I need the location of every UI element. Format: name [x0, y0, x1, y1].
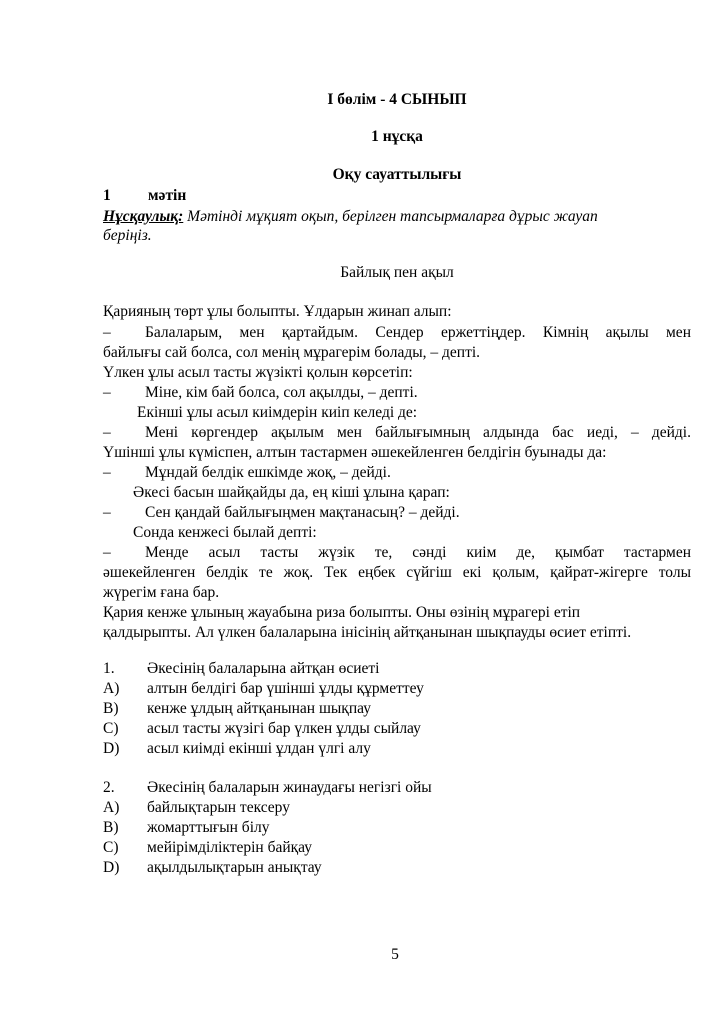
story-title: Байлық пен ақыл [340, 264, 454, 281]
dialogue-dash: – [103, 544, 111, 561]
question-number: 1. [103, 660, 115, 677]
option-letter: A) [103, 680, 120, 697]
section-title: І бөлім - 4 СЫНЫП [327, 91, 467, 108]
option-text: мейірімділіктерін байқау [147, 839, 313, 856]
option-letter: C) [103, 720, 119, 737]
option-letter: B) [103, 819, 119, 836]
option-text: асыл тасты жүзігі бар үлкен ұлды сыйлау [147, 720, 421, 737]
option-text: кенже ұлдың айтқанынан шықпау [147, 700, 371, 717]
variant-title: 1 нұсқа [371, 128, 423, 145]
dialogue-dash: – [103, 384, 111, 401]
option-letter: A) [103, 799, 120, 816]
page-number: 5 [391, 946, 399, 963]
story-line: Үшінші ұлы күміспен, алтын тастармен әшекейленген белдігін буынады да: [103, 444, 607, 461]
question-text: Әкесінің балаларына айтқан өсиеті [147, 660, 380, 677]
story-line: Сонда кенжесі былай депті: [133, 524, 317, 541]
option-text: ақылдылықтарын анықтау [147, 859, 322, 876]
story-line: Мұндай белдік ешкімде жоқ, – дейді. [145, 464, 391, 481]
text-number: 1 [103, 187, 111, 204]
instruction-text-1: Мәтінді мұқият оқып, берілген тапсырмаларға дұрыс жауап [187, 208, 598, 225]
option-text: алтын белдігі бар үшінші ұлды құрметтеу [147, 680, 424, 697]
story-line: қалдырыпты. Ал үлкен балаларына інісінің айтқанынан шықпауды өсиет етіпті. [103, 624, 632, 641]
story-line: Балаларым, мен қартайдым. Сендер ержеттіңдер. Кімнің ақылы мен [145, 324, 691, 341]
instruction-label: Нұсқаулық: [103, 208, 184, 225]
subject-title: Оқу сауаттылығы [332, 166, 462, 183]
story-line: Менде асыл тасты жүзік те, сәнді киім де, қымбат тастармен [145, 544, 691, 561]
question-number: 2. [103, 779, 115, 796]
question-text: Әкесінің балаларын жинаудағы негізгі ойы [147, 779, 432, 796]
instruction-text-2: беріңіз. [103, 227, 152, 244]
story-line: Екінші ұлы асыл киімдерін киіп келеді де: [137, 404, 418, 421]
story-line: Үлкен ұлы асыл тасты жүзікті қолын көрсетіп: [103, 364, 413, 381]
story-line: Міне, кім бай болса, сол ақылды, – депті. [145, 384, 418, 401]
story-line: Мені көргендер ақылым мен байлығымның алдында бас иеді, – дейді. [145, 424, 691, 441]
option-letter: D) [103, 859, 120, 876]
story-line: әшекейленген белдік те жоқ. Тек еңбек сүйгіш екі қолым, қайрат-жігерге толы [103, 564, 691, 581]
option-text: жомарттығын білу [147, 819, 270, 836]
instruction [103, 207, 691, 226]
option-text: байлықтарын тексеру [147, 799, 290, 816]
dialogue-dash: – [103, 324, 111, 341]
dialogue-dash: – [103, 504, 111, 521]
dialogue-dash: – [103, 464, 111, 481]
text-label: мәтін [148, 187, 187, 204]
story-line: байлығы сай болса, сол менің мұрагерім болады, – депті. [103, 344, 481, 361]
option-letter: B) [103, 700, 119, 717]
story-line: жүрегім ғана бар. [103, 584, 220, 601]
option-letter: D) [103, 740, 120, 757]
story-line: Әкесі басын шайқайды да, ең кіші ұлына қарап: [133, 484, 450, 501]
story-line: Қария кенже ұлының жауабына риза болыпты. Оны өзінің мұрагері етіп [103, 604, 581, 621]
option-text: асыл киімді екінші ұлдан үлгі алу [147, 740, 371, 757]
story-line: Сен қандай байлығыңмен мақтанасың? – дейді. [145, 504, 460, 521]
dialogue-dash: – [103, 424, 111, 441]
story-line: Қарияның төрт ұлы болыпты. Ұлдарын жинап алып: [103, 303, 452, 320]
option-letter: C) [103, 839, 119, 856]
